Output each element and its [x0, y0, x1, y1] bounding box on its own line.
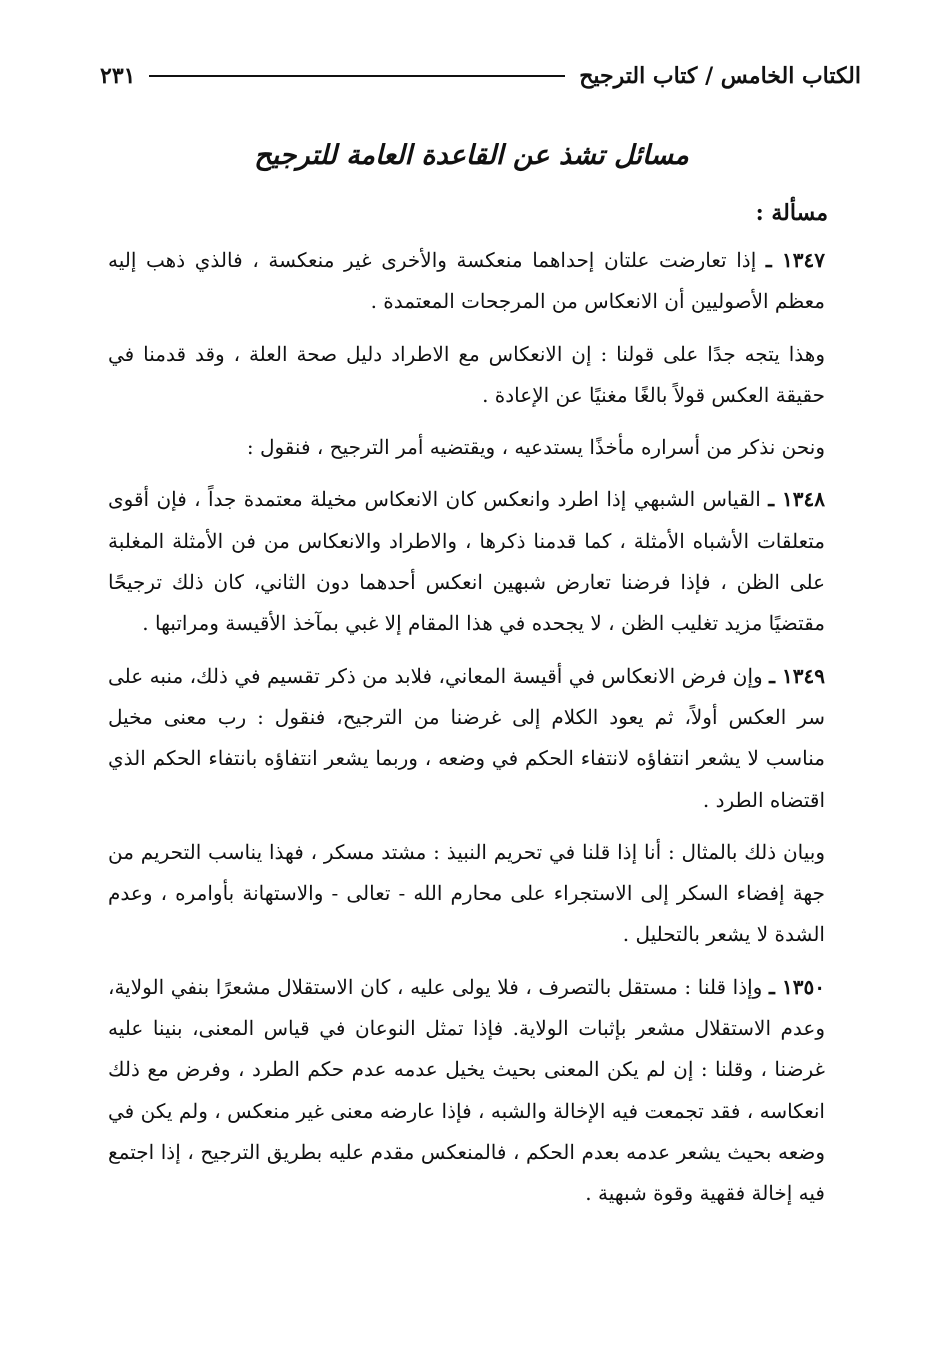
page-number: ٢٣١: [100, 63, 136, 89]
paragraph-number: ١٣٤٩ ـ: [769, 663, 826, 688]
paragraph: [108, 832, 825, 956]
header-rule: [149, 75, 565, 77]
running-title: الكتاب الخامس / كتاب الترجيح: [579, 63, 861, 89]
paragraph-text: إذا تعارضت علتان إحداهما منعكسة والأخرى غير منعكسة ، فالذي ذهب إليه معظم الأصوليين أن الانعكاس من المرجحات المعتمدة .: [108, 248, 825, 314]
paragraph-number: ١٣٤٨ ـ: [768, 487, 826, 512]
paragraph-text: ونحن نذكر من أسراره مأخذًا يستدعيه ، ويقتضيه أمر الترجيح ، فنقول :: [246, 435, 825, 460]
paragraph-number: ١٣٤٧ ـ: [765, 248, 825, 272]
paragraph: [108, 427, 825, 468]
paragraph-text: وإذا قلنا : مستقل بالتصرف ، فلا يولى عليه ، كان الاستقلال مشعرًا بنفي الولاية، وعدم الاستقلال مشعر بإثبات الولاية. فإذا تمثل النوعان في قياس المعنى، بنينا عليه غرضنا ، وقلنا : إن لم يكن المعنى بحيث يخيل عدمه عدم حكم الطرد ، وفرض مع ذلك انعكاسه ، فقد تجمعت فيه الإخالة والشبه ، فإذا عارضه معنى غير منعكس ، ولم يكن في وضعه بحيث يشعر عدمه بعدم الحكم ، فالمنعكس مقدم عليه بطريق الترجيح ، إذا اجتمع فيه إخالة فقهية وقوة شبهية .: [108, 974, 826, 1206]
paragraph: [108, 479, 825, 644]
paragraph: [108, 240, 825, 323]
body-text: [108, 240, 825, 1226]
paragraph: [108, 334, 825, 417]
paragraph: [108, 967, 825, 1215]
issue-label: مسألة :: [755, 200, 828, 226]
paragraph-number: ١٣٥٠ ـ: [768, 974, 825, 999]
paragraph: [108, 656, 825, 821]
running-header: [100, 58, 861, 94]
paragraph-text: وبيان ذلك بالمثال : أنا إذا قلنا في تحريم النبيذ : مشتد مسكر ، فهذا يناسب التحريم من جهة إفضاء السكر إلى الاستجراء على محارم الله - تعالى - والاستهانة بأوامره ، وعدم الشدة لا يشعر بالتحليل .: [108, 839, 825, 947]
paragraph-text: وهذا يتجه جدًا على قولنا : إن الانعكاس مع الاطراد دليل صحة العلة ، وقد قدمنا في حقيقة العكس قولاً بالغًا مغنيًا عن الإعادة .: [108, 341, 825, 407]
paragraph-text: القياس الشبهي إذا اطرد وانعكس كان الانعكاس مخيلة معتمدة جداً ، فإن أقوى متعلقات الأشباه الأمثلة ، كما قدمنا ذكرها ، والاطراد والانعكاس من فن الأمثلة المغلبة على الظن ، فإذا فرضنا تعارض شبهين انعكس أحدهما دون الثاني، كان ذلك ترجيحًا مقتضيًا مزيد تغليب الظن ، لا يجحده في هذا المقام إلا غبي بمآخذ الأقيسة ومراتبها .: [108, 487, 825, 636]
paragraph-text: وإن فرض الانعكاس في أقيسة المعاني، فلابد من ذكر تقسيم في ذلك، منبه على سر العكس أولاً، ثم يعود الكلام إلى غرضنا من الترجيح، فنقول : رب معنى مخيل مناسب لا يشعر انتفاؤه لانتفاء الحكم في وضعه ، وربما يشعر انتفاؤه بانتفاء الحكم الذي اقتضاه الطرد .: [108, 663, 825, 812]
section-title: مسائل تشذ عن القاعدة العامة للترجيح: [254, 140, 689, 171]
